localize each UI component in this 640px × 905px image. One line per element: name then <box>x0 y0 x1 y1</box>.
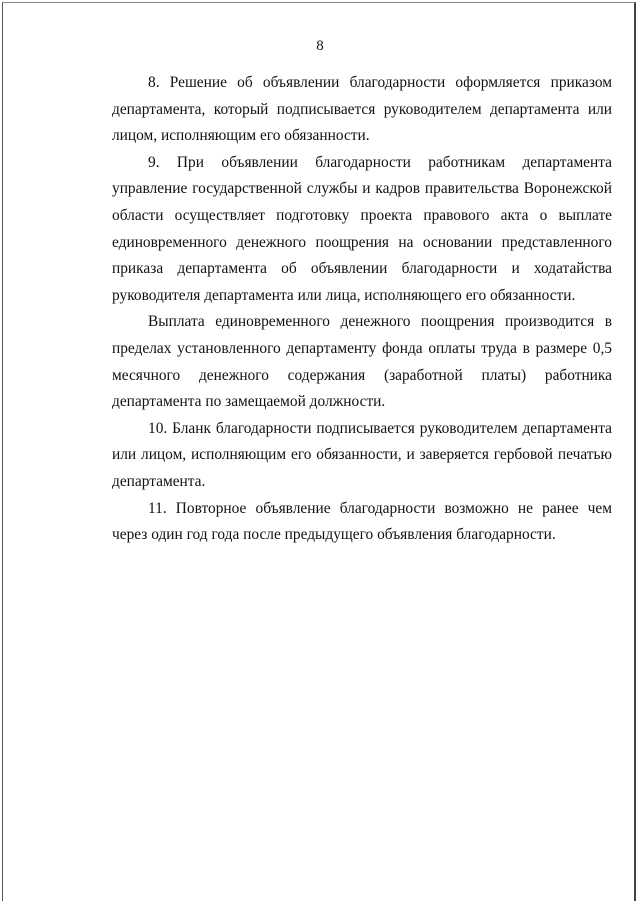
document-body <box>112 70 612 549</box>
paragraph-10: 10. Бланк благодарности подписывается руководителем департамента или лицом, исполняющим его обязанности, и заверяется гербовой печатью департамента. <box>112 419 612 490</box>
paragraph-9: 9. При объявлении благодарности работникам департамента управление государственной службы и кадров правительства Воронежской области осуществляет подготовку проекта правового акта о выплате единовременного денежного поощрения на основании представленного приказа департамента об объявлении благодарности и ходатайства руководителя департамента или лица, исполняющего его обязанности. <box>112 153 612 304</box>
page-number: 8 <box>316 38 324 54</box>
paragraph-9-payment: Выплата единовременного денежного поощрения производится в пределах установленного департаменту фонда оплаты труда в размере 0,5 месячного денежного содержания (заработной платы) работника департамента по замещаемой должности. <box>112 313 612 411</box>
paragraph-11: 11. Повторное объявление благодарности возможно не ранее чем через один год года после предыдущего объявления благодарности. <box>112 499 612 544</box>
paragraph-8: 8. Решение об объявлении благодарности оформляется приказом департамента, который подписывается руководителем департамента или лицом, исполняющим его обязанности. <box>112 74 612 145</box>
